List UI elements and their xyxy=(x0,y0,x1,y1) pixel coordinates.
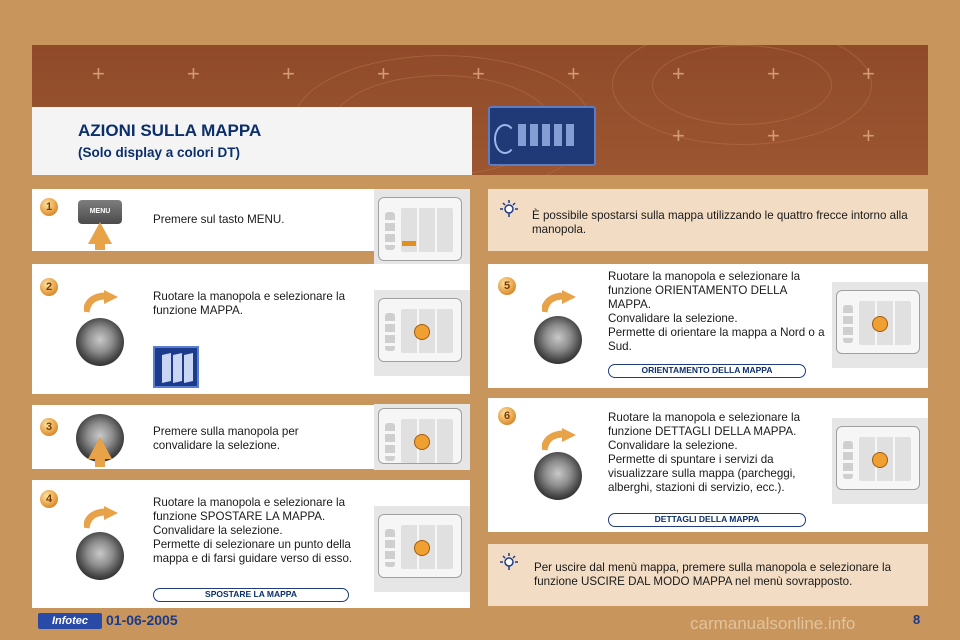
page-subtitle: (Solo display a colori DT) xyxy=(78,145,241,160)
knob-highlight-icon xyxy=(414,540,430,556)
radio-unit-image xyxy=(374,506,470,592)
knob-highlight-icon xyxy=(414,324,430,340)
page-title: AZIONI SULLA MAPPA xyxy=(78,121,262,140)
menu-function-label: SPOSTARE LA MAPPA xyxy=(153,588,349,602)
radio-unit-image xyxy=(832,418,928,504)
rotary-knob-icon xyxy=(534,452,582,500)
plus-decoration-icon: + xyxy=(377,61,390,86)
plus-decoration-icon: + xyxy=(472,61,485,86)
plus-decoration-icon: + xyxy=(862,61,875,86)
tip-bottom-text: Per uscire dal menù mappa, premere sulla manopola e selezionare la funzione USCIRE DAL MODO MAPPA nel menù sovrapposto. xyxy=(534,561,892,588)
step-badge-5: 5 xyxy=(498,277,516,295)
lightbulb-icon xyxy=(500,200,518,218)
plus-decoration-icon: + xyxy=(767,61,780,86)
tip-top-text: È possibile spostarsi sulla mappa utilizzando le quattro frecce intorno alla manopola. xyxy=(532,209,908,236)
press-arrow-icon xyxy=(88,437,112,459)
plus-decoration-icon: + xyxy=(92,61,105,86)
footer-date: 01-06-2005 xyxy=(106,612,178,628)
color-display-thumbnail xyxy=(488,106,596,166)
step-5-text: Ruotare la manopola e selezionare la funzione ORIENTAMENTO DELLA MAPPA. Convalidare la selezione. Permette di orientare la mappa a Nord o a Sud. xyxy=(608,270,825,353)
menu-key-highlight-icon xyxy=(402,241,416,246)
step-badge-6: 6 xyxy=(498,407,516,425)
step-badge-3: 3 xyxy=(40,418,58,436)
plus-decoration-icon: + xyxy=(187,61,200,86)
step-badge-1: 1 xyxy=(40,198,58,216)
plus-decoration-icon: + xyxy=(767,123,780,148)
radio-unit-image xyxy=(374,189,470,275)
plus-decoration-icon: + xyxy=(672,123,685,148)
plus-decoration-icon: + xyxy=(672,61,685,86)
page-number: 8 xyxy=(913,612,921,627)
map-arc-icon xyxy=(494,124,516,154)
rotary-knob-icon xyxy=(534,316,582,364)
title-box xyxy=(32,107,472,175)
rotate-arrow-icon xyxy=(84,290,118,314)
knob-highlight-icon xyxy=(872,316,888,332)
step-6-text: Ruotare la manopola e selezionare la funzione DETTAGLI DELLA MAPPA. Convalidare la selezione. Permette di spuntare i servizi da visualizzare sulla mappa (parcheggi, alberghi, stazioni di servizio, ecc.). xyxy=(608,411,801,494)
radio-unit-image xyxy=(374,290,470,376)
plus-decoration-icon: + xyxy=(567,61,580,86)
step-3-text: Premere sulla manopola per convalidare la selezione. xyxy=(153,425,299,452)
step-badge-4: 4 xyxy=(40,490,58,508)
map-function-icon xyxy=(153,346,199,388)
watermark: carmanualsonline.info xyxy=(690,614,856,633)
rotary-knob-icon xyxy=(76,532,124,580)
step-2-text: Ruotare la manopola e selezionare la funzione MAPPA. xyxy=(153,290,346,317)
plus-decoration-icon: + xyxy=(862,123,875,148)
press-arrow-stem xyxy=(95,457,105,467)
plus-decoration-icon: + xyxy=(282,61,295,86)
step-4-text: Ruotare la manopola e selezionare la funzione SPOSTARE LA MAPPA. Convalidare la selezione. Permette di selezionare un punto della mappa e di farsi guidare verso di esso. xyxy=(153,496,353,565)
rotate-arrow-icon xyxy=(542,428,576,452)
radio-unit-image xyxy=(832,282,928,368)
menu-function-label: ORIENTAMENTO DELLA MAPPA xyxy=(608,364,806,378)
press-arrow-stem xyxy=(95,242,105,250)
rotate-arrow-icon xyxy=(542,290,576,314)
menu-button-icon: MENU xyxy=(78,200,122,224)
step-badge-2: 2 xyxy=(40,278,58,296)
knob-highlight-icon xyxy=(872,452,888,468)
step-1-text: Premere sul tasto MENU. xyxy=(153,213,285,226)
display-grid-icon xyxy=(518,124,574,146)
knob-highlight-icon xyxy=(414,434,430,450)
infotec-logo: Infotec xyxy=(38,613,102,629)
press-arrow-icon xyxy=(88,222,112,244)
lightbulb-icon xyxy=(500,553,518,571)
rotate-arrow-icon xyxy=(84,506,118,530)
radio-unit-image xyxy=(374,404,470,470)
menu-function-label: DETTAGLI DELLA MAPPA xyxy=(608,513,806,527)
rotary-knob-icon xyxy=(76,318,124,366)
